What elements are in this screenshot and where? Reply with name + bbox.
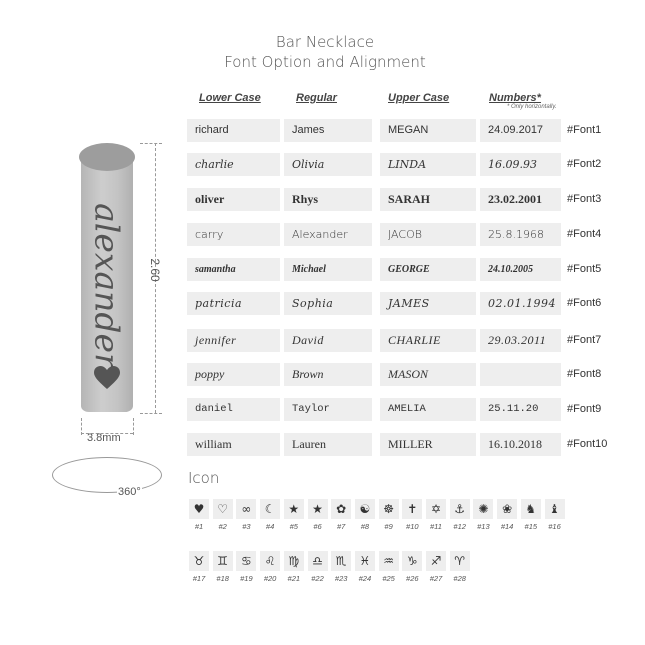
- font-label: #Font1: [567, 124, 602, 136]
- lower-case-sample: daniel: [187, 398, 280, 421]
- lower-case-sample: carry: [187, 223, 280, 246]
- icon-number-label: #19: [240, 574, 253, 583]
- number-sample: 23.02.2001: [480, 188, 561, 211]
- icon-number-label: #17: [192, 574, 206, 583]
- moon-icon: ☾: [260, 499, 280, 519]
- header-numbers: Numbers*: [489, 92, 541, 104]
- upper-case-sample: JAMES: [380, 292, 476, 315]
- sagittarius-icon: ♐: [426, 551, 446, 571]
- number-sample: 16.09.93: [480, 153, 561, 176]
- number-sample: 16.10.2018: [480, 433, 561, 456]
- icon-number-label: #8: [360, 522, 370, 531]
- width-dimension-right: [133, 418, 134, 435]
- font-label: #Font7: [567, 334, 602, 346]
- font-row: [187, 398, 602, 421]
- number-sample: 29.03.2011: [480, 329, 561, 352]
- font-label: #Font2: [567, 158, 602, 170]
- regular-sample: Olivia: [284, 153, 372, 176]
- icon-section-title: Icon: [188, 469, 220, 487]
- font-label: #Font3: [567, 193, 602, 205]
- regular-sample: Taylor: [284, 398, 372, 421]
- leo-icon: ♌: [260, 551, 280, 571]
- regular-sample: Sophia: [284, 292, 372, 315]
- lower-case-sample: patricia: [187, 292, 280, 315]
- upper-case-sample: LINDA: [380, 153, 476, 176]
- font-label: #Font6: [567, 297, 602, 309]
- upper-case-sample: JACOB: [380, 223, 476, 246]
- upper-case-sample: CHARLIE: [380, 329, 476, 352]
- font-row: [187, 188, 602, 211]
- gemini-icon: ♊: [213, 551, 233, 571]
- rotation-label: 360°: [118, 486, 141, 498]
- regular-sample: James: [284, 119, 372, 142]
- cancer-icon: ♋: [236, 551, 256, 571]
- hamsa-icon: ☸: [379, 499, 399, 519]
- icon-number-label: #11: [430, 522, 442, 531]
- page-title: Bar Necklace: [275, 33, 375, 51]
- regular-sample: David: [284, 329, 372, 352]
- heart-icon: [94, 366, 120, 390]
- star-filled-icon: ★: [308, 499, 328, 519]
- width-label: 3.8mm: [87, 432, 121, 444]
- aquarius-icon: ♒: [379, 551, 399, 571]
- lower-case-sample: william: [187, 433, 280, 456]
- icon-number-label: #5: [289, 522, 298, 531]
- dog-icon: ♞: [521, 499, 541, 519]
- cat-icon: ♝: [545, 499, 565, 519]
- upper-case-sample: MILLER: [380, 433, 476, 456]
- upper-case-sample: AMELIA: [380, 398, 476, 421]
- number-sample: 24.09.2017: [480, 119, 561, 142]
- height-dimension-top: [140, 143, 162, 144]
- regular-sample: Alexander: [284, 223, 372, 246]
- icon-number-label: #24: [358, 574, 372, 583]
- star-icon: ★: [284, 499, 304, 519]
- icon-number-label: #23: [334, 574, 348, 583]
- font-row: [187, 258, 602, 281]
- font-row: [187, 329, 602, 352]
- taurus-icon: ♉: [189, 551, 209, 571]
- height-label: 2.60: [148, 258, 162, 282]
- regular-sample: Lauren: [284, 433, 372, 456]
- paw-icon: ✿: [331, 499, 351, 519]
- lower-case-sample: samantha: [187, 258, 280, 281]
- regular-sample: Brown: [284, 363, 372, 386]
- heart-icon: ♥: [189, 499, 209, 519]
- pisces-icon: ♓: [355, 551, 375, 571]
- anchor-icon: ⚓: [450, 499, 470, 519]
- star-of-david-icon: ✡: [426, 499, 446, 519]
- engraving-text: alexander: [87, 203, 127, 369]
- icon-number-label: #27: [429, 574, 443, 583]
- icon-number-label: #26: [406, 574, 419, 583]
- regular-sample: Michael: [284, 258, 372, 281]
- font-row: [187, 292, 602, 315]
- icon-number-label: #4: [265, 522, 275, 531]
- scorpio-icon: ♏: [331, 551, 351, 571]
- number-sample: 25.8.1968: [480, 223, 561, 246]
- height-dimension-bottom: [140, 413, 162, 414]
- number-sample: 24.10.2005: [480, 258, 561, 281]
- icon-number-label: #20: [263, 574, 277, 583]
- font-row: [187, 119, 602, 142]
- font-label: #Font5: [567, 263, 602, 275]
- number-sample: [480, 363, 561, 386]
- header-lower-case: Lower Case: [199, 92, 261, 104]
- icon-number-label: #7: [337, 522, 346, 531]
- font-label: #Font4: [567, 228, 602, 240]
- lower-case-sample: charlie: [187, 153, 280, 176]
- icon-number-label: #25: [382, 574, 395, 583]
- numbers-note: * Only horizontally.: [507, 104, 557, 110]
- icon-number-label: #2: [218, 522, 227, 531]
- lower-case-sample: oliver: [187, 188, 280, 211]
- font-row: [187, 153, 602, 176]
- bar-cap: [79, 143, 135, 171]
- icon-number-label: #22: [311, 574, 324, 583]
- icon-number-label: #15: [524, 522, 538, 531]
- font-label: #Font8: [567, 368, 602, 380]
- font-row: [187, 433, 608, 456]
- infinity-icon: ∞: [236, 499, 256, 519]
- icon-number-label: #12: [453, 522, 466, 531]
- virgo-icon: ♍: [284, 551, 304, 571]
- icon-number-label: #28: [453, 574, 466, 583]
- yin-yang-icon: ☯: [355, 499, 375, 519]
- icon-number-label: #6: [313, 522, 322, 531]
- icon-number-label: #16: [548, 522, 561, 531]
- lotus-icon: ❀: [497, 499, 517, 519]
- icon-number-label: #13: [477, 522, 490, 531]
- cross-icon: ✝: [402, 499, 422, 519]
- aries-icon: ♈: [450, 551, 470, 571]
- header-upper-case: Upper Case: [388, 92, 450, 104]
- icon-number-label: #10: [406, 522, 419, 531]
- font-row: [187, 363, 602, 386]
- upper-case-sample: MASON: [380, 363, 476, 386]
- regular-sample: Rhys: [284, 188, 372, 211]
- lower-case-sample: jennifer: [187, 329, 280, 352]
- number-sample: 25.11.20: [480, 398, 561, 421]
- number-sample: 02.01.1994: [480, 292, 561, 315]
- lower-case-sample: poppy: [187, 363, 280, 386]
- icon-number-label: #3: [242, 522, 251, 531]
- font-row: [187, 223, 602, 246]
- capricorn-icon: ♑: [402, 551, 422, 571]
- rotation-ellipse: [52, 457, 162, 493]
- icon-number-label: #9: [384, 522, 393, 531]
- icon-number-label: #14: [500, 522, 514, 531]
- upper-case-sample: GEORGE: [380, 258, 476, 281]
- heart-outline-icon: ♡: [213, 499, 233, 519]
- sun-icon: ✺: [473, 499, 493, 519]
- page-subtitle: Font Option and Alignment: [224, 53, 426, 71]
- icon-number-label: #1: [194, 522, 204, 531]
- header-regular: Regular: [296, 92, 337, 104]
- libra-icon: ♎: [308, 551, 328, 571]
- icon-number-label: #21: [287, 574, 301, 583]
- upper-case-sample: MEGAN: [380, 119, 476, 142]
- icon-number-label: #18: [216, 574, 229, 583]
- lower-case-sample: richard: [187, 119, 280, 142]
- font-label: #Font9: [567, 403, 602, 415]
- font-label: #Font10: [567, 438, 608, 450]
- upper-case-sample: SARAH: [380, 188, 476, 211]
